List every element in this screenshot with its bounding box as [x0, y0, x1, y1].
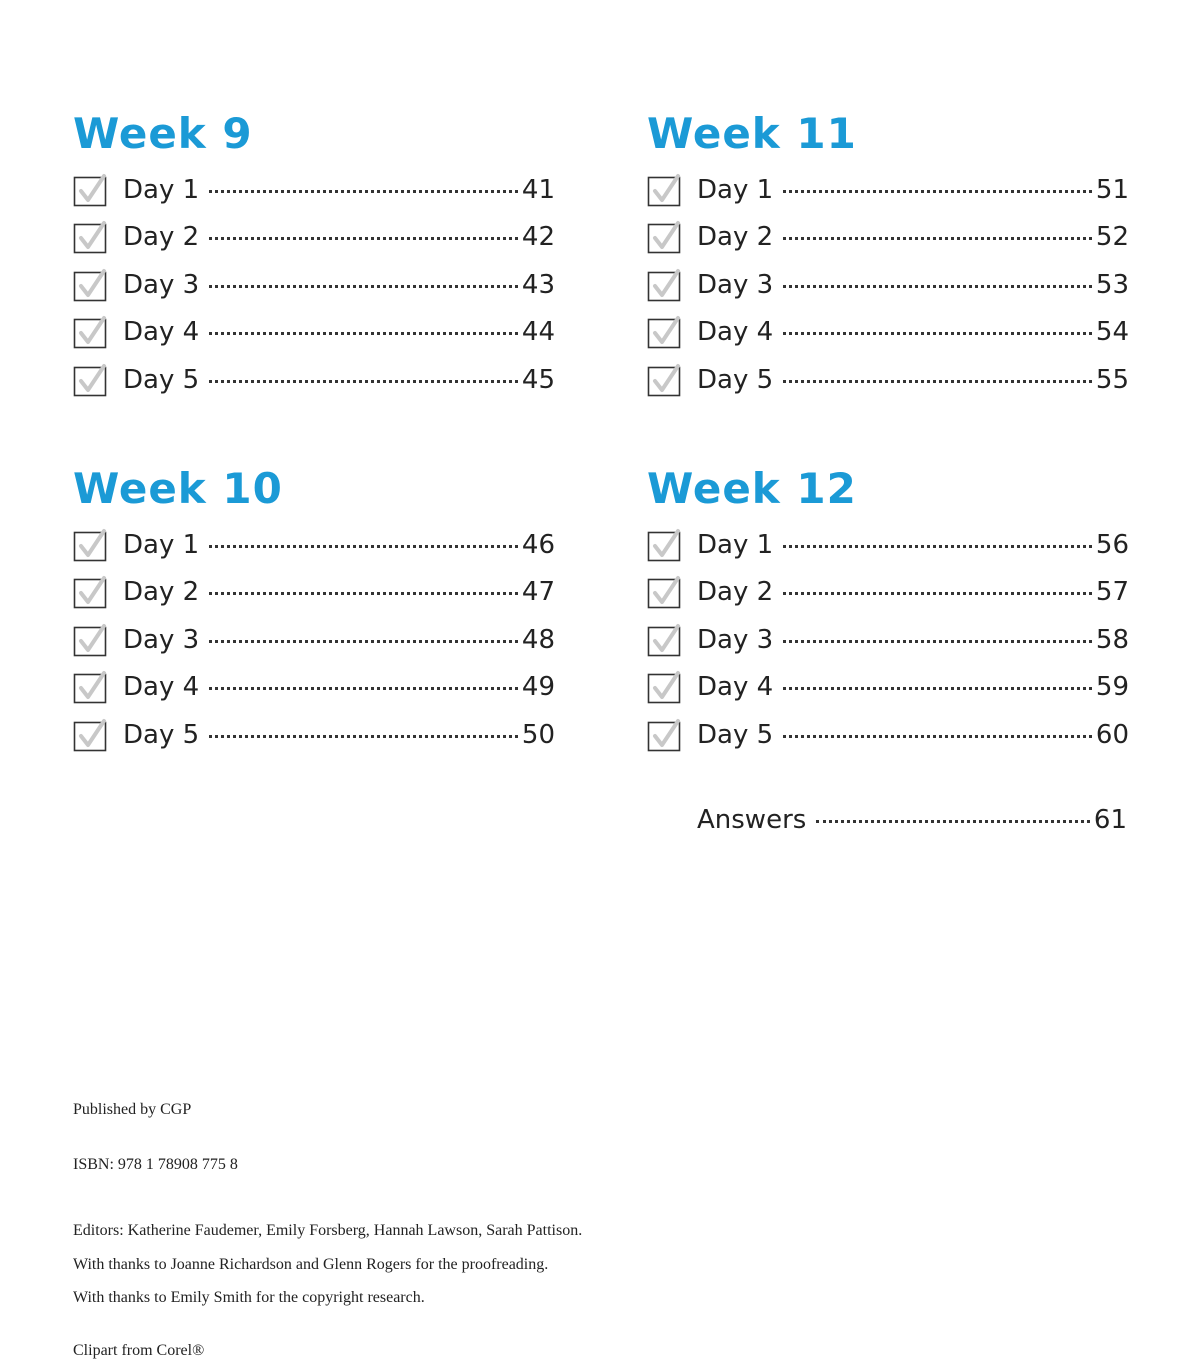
- dot-leader: [209, 190, 518, 193]
- week-title: Week 12: [647, 464, 857, 513]
- week-10-section: [73, 463, 555, 759]
- dot-leader: [783, 687, 1092, 690]
- page-number: 44: [521, 317, 555, 348]
- checked-checkbox-icon[interactable]: [73, 173, 107, 207]
- dot-leader: [209, 285, 518, 288]
- page-number: 46: [521, 529, 555, 560]
- contents-entry[interactable]: Day 4 49: [123, 672, 555, 703]
- contents-row: [647, 261, 1129, 309]
- dot-leader: [209, 735, 518, 738]
- page-number: 43: [521, 269, 555, 300]
- clipart-credit: Clipart from Corel®: [73, 1342, 205, 1359]
- page-number: 48: [521, 624, 555, 655]
- dot-leader: [209, 380, 518, 383]
- checked-checkbox-icon[interactable]: [73, 718, 107, 752]
- page-number: 60: [1095, 719, 1129, 750]
- contents-entry[interactable]: Day 1 41: [123, 174, 555, 205]
- isbn-text: ISBN: 978 1 78908 775 8: [73, 1156, 238, 1173]
- contents-row: [73, 309, 555, 357]
- dot-leader: [783, 285, 1092, 288]
- answers-entry[interactable]: Answers 61: [697, 805, 1127, 835]
- contents-row: [647, 569, 1129, 617]
- contents-entry[interactable]: Day 4 44: [123, 317, 555, 348]
- checked-checkbox-icon[interactable]: [647, 623, 681, 657]
- week-12-section: [647, 463, 1129, 759]
- contents-row: [73, 616, 555, 664]
- week-9-section: [73, 108, 555, 404]
- contents-row: [647, 616, 1129, 664]
- checked-checkbox-icon[interactable]: [647, 718, 681, 752]
- week-title: Week 9: [73, 109, 253, 158]
- week-11-section: [647, 108, 1129, 404]
- dot-leader: [816, 820, 1090, 823]
- checked-checkbox-icon[interactable]: [647, 528, 681, 562]
- copyright-credit: With thanks to Emily Smith for the copyright research.: [73, 1289, 425, 1306]
- checked-checkbox-icon[interactable]: [647, 268, 681, 302]
- contents-entry[interactable]: Day 1 56: [697, 529, 1129, 560]
- page-number: 54: [1095, 317, 1129, 348]
- contents-entry[interactable]: Day 5 60: [697, 719, 1129, 750]
- contents-entry[interactable]: Day 2 57: [697, 577, 1129, 608]
- contents-entry[interactable]: Day 3 58: [697, 624, 1129, 655]
- dot-leader: [209, 545, 518, 548]
- checked-checkbox-icon[interactable]: [73, 220, 107, 254]
- dot-leader: [209, 237, 518, 240]
- contents-row: [647, 356, 1129, 404]
- dot-leader: [783, 545, 1092, 548]
- contents-row: [647, 309, 1129, 357]
- checked-checkbox-icon[interactable]: [73, 268, 107, 302]
- contents-row: [647, 521, 1129, 569]
- contents-entry[interactable]: Day 4 54: [697, 317, 1129, 348]
- dot-leader: [783, 237, 1092, 240]
- page-number: 50: [521, 719, 555, 750]
- page-number: 52: [1095, 222, 1129, 253]
- contents-row: [647, 214, 1129, 262]
- dot-leader: [783, 592, 1092, 595]
- dot-leader: [209, 640, 518, 643]
- checked-checkbox-icon[interactable]: [73, 670, 107, 704]
- contents-entry[interactable]: Day 4 59: [697, 672, 1129, 703]
- contents-entry[interactable]: Day 5 50: [123, 719, 555, 750]
- page-number: 53: [1095, 269, 1129, 300]
- published-by-text: Published by CGP: [73, 1101, 192, 1118]
- checked-checkbox-icon[interactable]: [647, 670, 681, 704]
- proofreading-credit: With thanks to Joanne Richardson and Glenn Rogers for the proofreading.: [73, 1256, 549, 1273]
- checked-checkbox-icon[interactable]: [647, 363, 681, 397]
- contents-entry[interactable]: Day 2 52: [697, 222, 1129, 253]
- dot-leader: [783, 380, 1092, 383]
- dot-leader: [783, 640, 1092, 643]
- checked-checkbox-icon[interactable]: [73, 315, 107, 349]
- contents-row: [73, 261, 555, 309]
- contents-row: [73, 166, 555, 214]
- contents-entry[interactable]: Day 5 45: [123, 364, 555, 395]
- contents-row: [73, 521, 555, 569]
- contents-row: [647, 664, 1129, 712]
- contents-entry[interactable]: Day 3 48: [123, 624, 555, 655]
- page-number: 42: [521, 222, 555, 253]
- page-number: 41: [521, 174, 555, 205]
- contents-entry[interactable]: Day 1 46: [123, 529, 555, 560]
- checked-checkbox-icon[interactable]: [647, 173, 681, 207]
- dot-leader: [209, 332, 518, 335]
- contents-row: [647, 166, 1129, 214]
- checked-checkbox-icon[interactable]: [73, 363, 107, 397]
- contents-entry[interactable]: Day 3 53: [697, 269, 1129, 300]
- editors-text: Editors: Katherine Faudemer, Emily Forsberg, Hannah Lawson, Sarah Pattison.: [73, 1222, 583, 1239]
- page-number: 47: [521, 577, 555, 608]
- contents-entry[interactable]: Day 3 43: [123, 269, 555, 300]
- contents-row: [73, 569, 555, 617]
- page-number: 61: [1093, 805, 1127, 835]
- contents-entry[interactable]: Day 2 42: [123, 222, 555, 253]
- page-number: 45: [521, 364, 555, 395]
- page-number: 51: [1095, 174, 1129, 205]
- contents-row: [73, 214, 555, 262]
- dot-leader: [783, 332, 1092, 335]
- page-number: 49: [521, 672, 555, 703]
- contents-entry[interactable]: Day 1 51: [697, 174, 1129, 205]
- checked-checkbox-icon[interactable]: [647, 315, 681, 349]
- contents-entry[interactable]: Day 5 55: [697, 364, 1129, 395]
- page-number: 58: [1095, 624, 1129, 655]
- dot-leader: [209, 687, 518, 690]
- contents-entry[interactable]: Day 2 47: [123, 577, 555, 608]
- dot-leader: [783, 735, 1092, 738]
- contents-row: [73, 711, 555, 759]
- week-title: Week 11: [647, 109, 857, 158]
- checked-checkbox-icon[interactable]: [73, 623, 107, 657]
- checked-checkbox-icon[interactable]: [647, 220, 681, 254]
- page-number: 59: [1095, 672, 1129, 703]
- contents-row: [73, 664, 555, 712]
- page-number: 56: [1095, 529, 1129, 560]
- checked-checkbox-icon[interactable]: [73, 528, 107, 562]
- dot-leader: [783, 190, 1092, 193]
- week-title: Week 10: [73, 464, 283, 513]
- contents-row: [647, 711, 1129, 759]
- page-number: 57: [1095, 577, 1129, 608]
- page-number: 55: [1095, 364, 1129, 395]
- checked-checkbox-icon[interactable]: [73, 575, 107, 609]
- dot-leader: [209, 592, 518, 595]
- checked-checkbox-icon[interactable]: [647, 575, 681, 609]
- contents-row: [73, 356, 555, 404]
